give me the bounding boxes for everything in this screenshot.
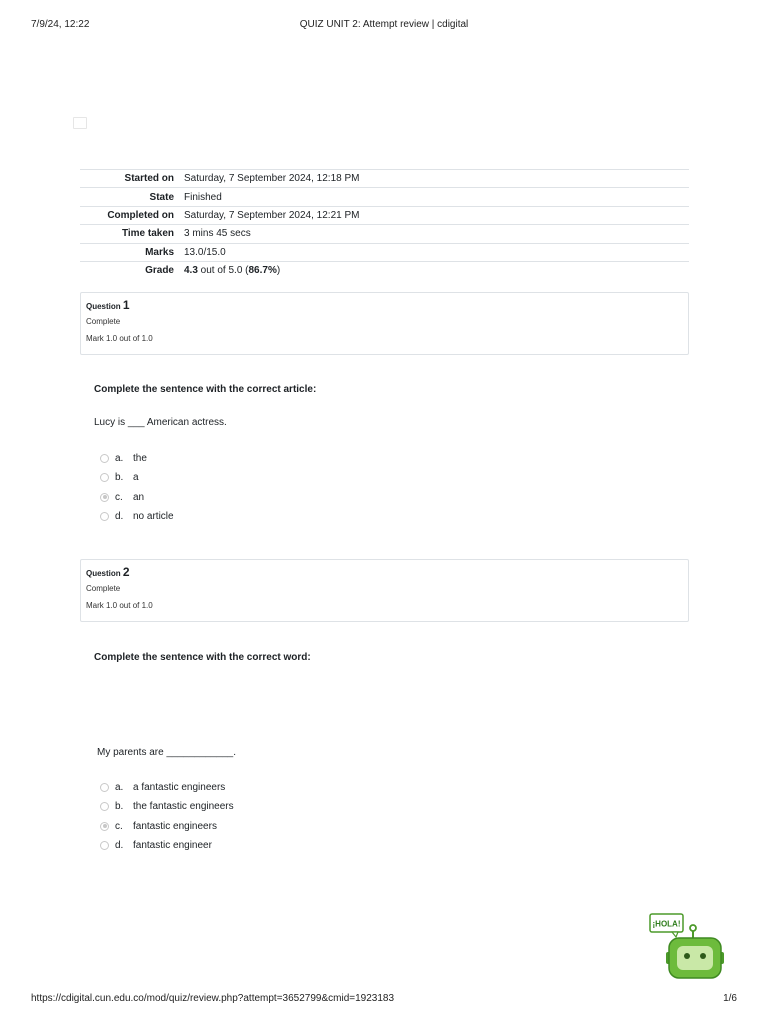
- radio-button[interactable]: [100, 473, 109, 482]
- summary-value-grade: [184, 261, 689, 279]
- answer-option-d[interactable]: [100, 507, 174, 526]
- grade-percent: 86.7%: [248, 265, 277, 277]
- answer-letter: b.: [115, 801, 124, 813]
- question-label: Question: [86, 302, 121, 311]
- question-1-info: [80, 292, 689, 355]
- answer-text: a fantastic engineers: [133, 782, 226, 794]
- answer-text: fantastic engineers: [133, 820, 217, 832]
- answer-option-b[interactable]: [100, 797, 234, 816]
- print-footer-url: https://cdigital.cun.edu.co/mod/quiz/review.php?attempt=3652799&cmid=1923183: [31, 993, 395, 1004]
- answer-option-c[interactable]: [100, 817, 234, 836]
- grade-close: ): [276, 265, 281, 277]
- summary-value: Finished: [184, 191, 222, 203]
- chatbot-widget[interactable]: [648, 912, 728, 982]
- question-1-sentence: Lucy is ___ American actress.: [94, 417, 227, 428]
- answer-text: fantastic engineer: [133, 840, 212, 852]
- print-page-title: QUIZ UNIT 2: Attempt review | cdigital: [299, 19, 469, 30]
- answer-option-b[interactable]: [100, 468, 174, 487]
- radio-button[interactable]: [100, 512, 109, 521]
- summary-row-started: [80, 170, 689, 188]
- answer-text: a: [133, 472, 139, 484]
- answer-text: no article: [133, 511, 174, 523]
- summary-row-time-taken: [80, 225, 689, 243]
- question-1-prompt: Complete the sentence with the correct article:: [94, 384, 317, 395]
- question-mark: Mark 1.0 out of 1.0: [86, 601, 153, 610]
- summary-label: State: [149, 191, 174, 203]
- answer-text: an: [133, 491, 145, 503]
- question-number: [86, 565, 683, 579]
- answer-text: the fantastic engineers: [133, 801, 234, 813]
- question-number: [86, 298, 683, 312]
- radio-button-selected[interactable]: [100, 822, 109, 831]
- summary-row-marks: [80, 243, 689, 261]
- summary-label: Started on: [124, 173, 174, 185]
- answer-option-c[interactable]: [100, 488, 174, 507]
- robot-chatbot-icon: [648, 912, 728, 982]
- answer-option-d[interactable]: [100, 836, 234, 855]
- print-footer: [31, 993, 737, 1007]
- answer-option-a[interactable]: [100, 449, 174, 468]
- question-label: Question: [86, 569, 121, 578]
- radio-button-selected[interactable]: [100, 493, 109, 502]
- summary-label: Grade: [145, 265, 174, 277]
- grade-value: 4.3: [184, 265, 198, 277]
- summary-label: Time taken: [121, 228, 174, 240]
- summary-value: 13.0/15.0: [184, 246, 226, 258]
- question-2-info: [80, 559, 689, 622]
- question-2-prompt: Complete the sentence with the correct word:: [94, 652, 311, 663]
- answer-letter: a.: [115, 453, 124, 465]
- radio-button[interactable]: [100, 454, 109, 463]
- radio-button[interactable]: [100, 802, 109, 811]
- question-2-sentence: My parents are ____________.: [97, 747, 236, 758]
- print-datetime: 7/9/24, 12:22: [31, 19, 90, 30]
- summary-value: Saturday, 7 September 2024, 12:18 PM: [184, 173, 360, 185]
- answer-letter: c.: [115, 491, 123, 503]
- summary-label: Completed on: [107, 209, 174, 221]
- site-logo-placeholder: [73, 117, 87, 129]
- summary-label: Marks: [145, 246, 174, 258]
- summary-row-state: [80, 188, 689, 206]
- answer-letter: b.: [115, 472, 124, 484]
- question-number-value: 1: [122, 298, 130, 312]
- summary-row-completed: [80, 206, 689, 224]
- answer-letter: a.: [115, 782, 124, 794]
- radio-button[interactable]: [100, 841, 109, 850]
- summary-value: Saturday, 7 September 2024, 12:21 PM: [184, 209, 360, 221]
- question-mark: Mark 1.0 out of 1.0: [86, 334, 153, 343]
- summary-value: 3 mins 45 secs: [184, 228, 251, 240]
- question-number-value: 2: [122, 565, 130, 579]
- answer-text: the: [133, 453, 147, 465]
- print-header: [31, 19, 737, 33]
- question-state: Complete: [86, 317, 121, 326]
- answer-letter: c.: [115, 820, 123, 832]
- question-2-answers: [100, 778, 234, 855]
- grade-out-of: out of 5.0 (: [197, 265, 249, 277]
- question-1-answers: [100, 449, 174, 526]
- attempt-summary-table: [80, 169, 689, 280]
- chatbot-bubble-text: ¡HOLA!: [652, 919, 681, 929]
- answer-letter: d.: [115, 840, 124, 852]
- answer-letter: d.: [115, 511, 124, 523]
- question-state: Complete: [86, 584, 121, 593]
- print-page-number: 1/6: [723, 993, 737, 1004]
- radio-button[interactable]: [100, 783, 109, 792]
- answer-option-a[interactable]: [100, 778, 234, 797]
- summary-row-grade: [80, 261, 689, 279]
